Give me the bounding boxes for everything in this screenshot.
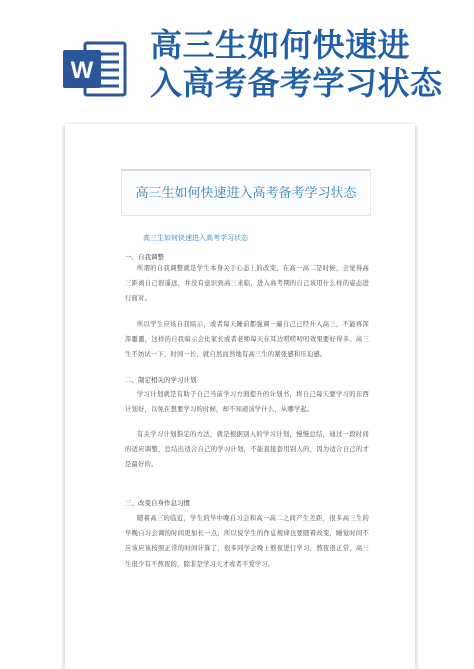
paragraph: 有关学习计划指定的方法，就是根据别人的学习计划，慢慢总结，通过一段时间的适应调整，总结出适合自己的学习计划，不能直接套用别人的，因为适合自己的才是最好的。 xyxy=(125,431,369,469)
section-heading: 三、改变自身作息习惯 xyxy=(125,499,190,507)
document-title-box xyxy=(121,169,371,216)
paragraph: 随着高三的临近，学生的早中晚自习会和高一高二之间产生差距，很多高三生的早晚自习会调的时间更加长一点，所以说学生的作息规律也要随着改变，睡觉时间不应该应该按照正常的时间计算了，很多同学会晚上熬夜进行学习，熬夜很正常，高三生很少有不熬夜的，除非是学习天才或者不爱学习。 xyxy=(125,515,369,568)
document-page xyxy=(65,124,415,669)
document-title: 高三生如何快速进入高考备考学习状态 xyxy=(135,186,357,201)
banner-title-line2: 入高考备考学习状态 xyxy=(150,64,443,102)
paragraph: 学习计划就是有助于自己当前学习方面提升的计划书，将自己每天要学习的东西计划好，以免在想要学习的时候，却不知道该学什么，从哪学起。 xyxy=(125,391,369,414)
banner xyxy=(0,0,474,128)
section-heading: 二、制定相关的学习计划 xyxy=(125,376,197,384)
section-heading: 一、自我调整 xyxy=(125,253,164,261)
banner-title-line1: 高三生如何快速进 xyxy=(150,26,411,64)
paragraph: 所谓的自我调整就是学生本身关于心态上的改变，在高一高二是时候，会觉得高三距离自己很遥远，并没有意识到高三来临，进入高考期的自己该用什么样的姿态进行面对。 xyxy=(125,265,369,303)
banner-title xyxy=(150,26,460,102)
paragraph: 所以学生应该自我暗示，或者每天睡前都强调一遍自己已经升入高三，不能再浑浑噩噩，这样的自我暗示会比家长或者老师每天在耳边唠唠叨叨效果要好得多。高三生不妨试一下，时间一长，就自然而然地有高三生的紧张感和压迫感。 xyxy=(125,321,369,359)
word-logo-letter: W xyxy=(70,57,94,84)
word-document-icon xyxy=(63,40,127,98)
document-subtitle: 高三生如何快速进入高考学习状态 xyxy=(143,234,248,242)
